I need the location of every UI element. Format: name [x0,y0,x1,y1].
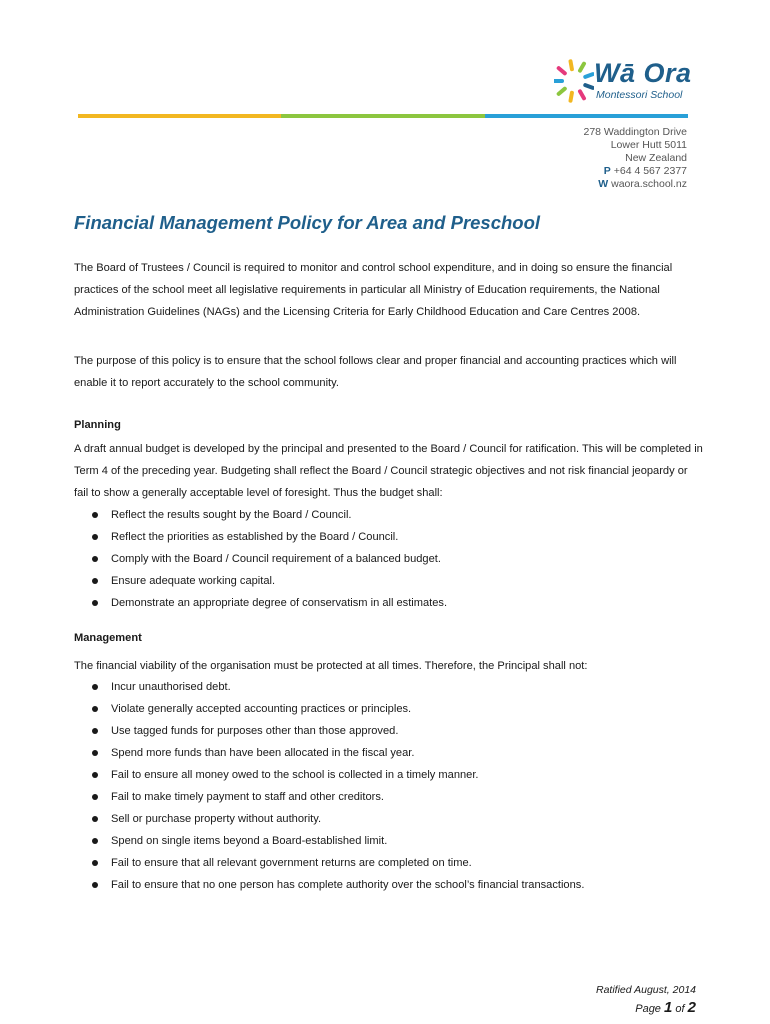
list-item-text: Fail to ensure all money owed to the school is collected in a timely manner. [111,769,479,781]
planning-paragraph: A draft annual budget is developed by the principal and presented to the Board / Council for ratification. This will be completed in Term 4 of the preceding year. Budgeting shall reflect the Board / Council strategic objectives and not risk financial jeopardy or fail to show a generally acceptable level of foresight. Thus the budget shall: [74,443,703,499]
bullet-icon [92,600,98,606]
list-item [74,548,704,570]
phone-number: +64 4 567 2377 [613,165,687,177]
list-item-text: Violate generally accepted accounting practices or principles. [111,703,412,715]
list-item-text: Demonstrate an appropriate degree of conservatism in all estimates. [111,597,448,609]
logo-name: Wā Ora [594,58,692,88]
divider-segment-yellow [78,114,281,118]
page-word: Page [635,1003,661,1015]
list-item [74,852,704,874]
list-item [74,720,704,742]
list-item-text: Ensure adequate working capital. [111,575,276,587]
list-item [74,808,704,830]
purpose-paragraph: The purpose of this policy is to ensure that the school follows clear and proper financial and accounting practices which will enable it to report accurately to the school community. [74,355,677,389]
address-line: Lower Hutt 5011 [610,139,687,151]
list-item-text: Reflect the results sought by the Board / Council. [111,509,352,521]
list-item-text: Reflect the priorities as established by the Board / Council. [111,531,399,543]
bullet-icon [92,578,98,584]
address-line: 278 Waddington Drive [583,126,687,138]
address-line: New Zealand [625,152,687,164]
address-block [583,126,687,191]
planning-heading: Planning [74,419,121,431]
management-heading: Management [74,632,142,644]
bullet-icon [92,838,98,844]
list-item [74,874,704,896]
list-item [74,742,704,764]
list-item [74,676,704,698]
bullet-icon [92,728,98,734]
phone-line [583,165,687,178]
bullet-icon [92,556,98,562]
phone-label: P [603,165,611,177]
list-item-text: Fail to make timely payment to staff and other creditors. [111,791,384,803]
page-number [635,999,696,1016]
list-item-text: Spend more funds than have been allocated in the fiscal year. [111,747,415,759]
planning-list [74,504,704,614]
bullet-icon [92,882,98,888]
divider-segment-blue [485,114,688,118]
list-item-text: Fail to ensure that no one person has complete authority over the school’s financial transactions. [111,879,585,891]
bullet-icon [92,772,98,778]
bullet-icon [92,794,98,800]
bullet-icon [92,706,98,712]
list-item [74,570,704,592]
list-item [74,764,704,786]
bullet-icon [92,534,98,540]
list-item [74,504,704,526]
page-of: of [675,1003,685,1015]
document-title: Financial Management Policy for Area and Preschool [74,212,541,233]
list-item [74,830,704,852]
management-list [74,676,704,896]
list-item [74,592,704,614]
list-item-text: Incur unauthorised debt. [111,681,231,693]
list-item [74,526,704,548]
management-paragraph: The financial viability of the organisation must be protected at all times. Therefore, the Principal shall not: [74,660,588,672]
intro-paragraph: The Board of Trustees / Council is required to monitor and control school expenditure, and in doing so ensure the financial practices of the school meet all legislative requirements in particular all Ministry of Education requirements, the National Administration Guidelines (NAGs) and the Licensing Criteria for Early Childhood Education and Care Centres 2008. [74,262,673,318]
web-line [583,178,687,191]
school-logo [554,56,704,106]
ratified-date: Ratified August, 2014 [595,984,696,996]
logo-sunburst-icon [554,56,594,106]
list-item-text: Use tagged funds for purposes other than those approved. [111,725,399,737]
bullet-icon [92,860,98,866]
bullet-icon [92,750,98,756]
bullet-icon [92,512,98,518]
bullet-icon [92,684,98,690]
list-item-text: Sell or purchase property without authority. [111,813,322,825]
list-item-text: Spend on single items beyond a Board-established limit. [111,835,388,847]
page-total: 2 [687,999,696,1016]
list-item [74,786,704,808]
list-item-text: Fail to ensure that all relevant government returns are completed on time. [111,857,472,869]
list-item-text: Comply with the Board / Council requirement of a balanced budget. [111,553,441,565]
web-label: W [598,178,609,190]
header-divider [78,114,688,118]
divider-segment-green [281,114,484,118]
web-address[interactable]: waora.school.nz [611,178,687,190]
bullet-icon [92,816,98,822]
page-current: 1 [664,999,673,1016]
list-item [74,698,704,720]
logo-subtitle: Montessori School [596,89,683,101]
